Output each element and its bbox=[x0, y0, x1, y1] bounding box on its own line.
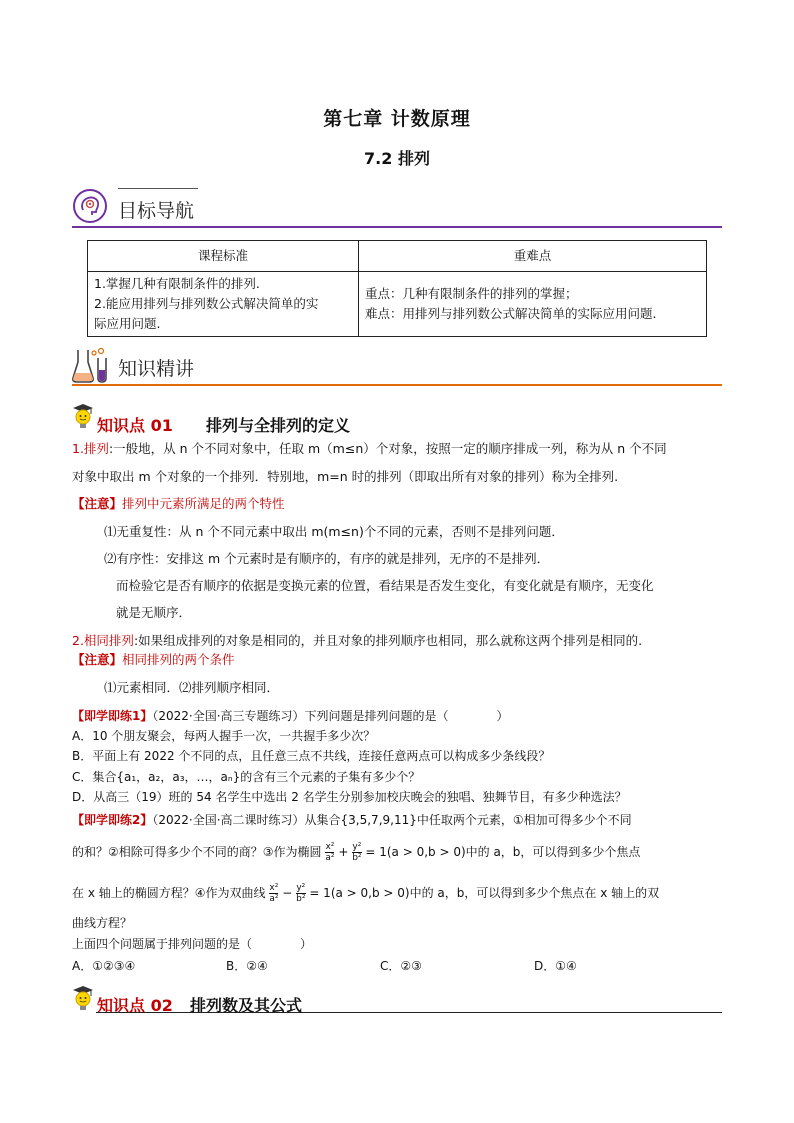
table-line: 重点：几种有限制条件的排列的掌握； bbox=[365, 286, 578, 301]
practice2-option-d: D．①④ bbox=[534, 959, 577, 973]
def2-label: 2.相同排列 bbox=[72, 633, 134, 648]
section-header-knowledge bbox=[72, 346, 722, 386]
practice1-question bbox=[72, 706, 509, 726]
practice2-text3b: = 1(a > 0,b > 0)中的 a，b，可以得到多少个焦点在 x 轴上的双 bbox=[305, 886, 660, 900]
table-header-key-points: 重难点 bbox=[359, 241, 707, 272]
note1-item3-line1: 而检验它是否有顺序的依据是变换元素的位置，看结果是否发生变化，有变化就是有顺序，无变化 bbox=[116, 578, 654, 593]
note1-tag: 【注意】 bbox=[72, 496, 123, 511]
section-label-knowledge: 知识精讲 bbox=[118, 358, 195, 380]
hyperbola-formula: $\frac{\text{x²}}{\text{a²}}$ bbox=[269, 883, 279, 904]
kp1-note2 bbox=[72, 650, 235, 670]
table-line: 际应用问题. bbox=[94, 316, 161, 331]
note1-item3-line2: 就是无顺序． bbox=[116, 605, 192, 620]
table-cell-key-points bbox=[359, 272, 707, 337]
practice1-tag: 【即学即练1】 bbox=[72, 709, 153, 723]
section-title: 7.2 排列 bbox=[364, 149, 430, 168]
practice2-text1: （2022·全国·高二课时练习）从集合{3,5,7,9,11}中任取两个元素，①相加可得多少个不同 bbox=[152, 813, 632, 827]
note2-item: ⑴元素相同．⑵排列顺序相同． bbox=[104, 680, 280, 695]
practice2-option-a: A．①②③④ bbox=[72, 959, 136, 973]
practice2-option-c: C．②③ bbox=[380, 959, 422, 973]
practice2-line5: 上面四个问题属于排列问题的是（ ） bbox=[72, 937, 313, 951]
table-line: 1.掌握几种有限制条件的排列. bbox=[94, 276, 260, 291]
table-cell-standard bbox=[88, 272, 359, 337]
def1-label: 1.排列 bbox=[72, 441, 109, 456]
objectives-table bbox=[87, 240, 707, 337]
practice1-option-c: C．集合{a₁，a₂，a₃，…，aₙ}的含有三个元素的子集有多少个？ bbox=[72, 770, 421, 784]
ellipse-formula: $\frac{\text{x²}}{\text{a²}}$ bbox=[325, 842, 335, 863]
practice1-option-d: D．从高三（19）班的 54 名学生中选出 2 名学生分别参加校庆晚会的独唱、独舞节目，有多少种选法？ bbox=[72, 790, 627, 804]
practice2-line2: 的和？②相除可得多少个不同的商？③作为椭圆 $\frac{\text{x²}}{\text{a²}}$ + $\frac{\text{y²}}{\text{b²}}$ = 1(a > 0,b > 0)中的 a，b，可以得到多少个焦点 bbox=[72, 842, 641, 863]
hyperbola-formula-y: $\frac{\text{y²}}{\text{b²}}$ bbox=[296, 883, 306, 904]
brain-gear-icon bbox=[72, 188, 108, 224]
kp1-number: 知识点 01 bbox=[97, 416, 173, 435]
section-divider-orange bbox=[72, 384, 722, 386]
section-label-goals: 目标导航 bbox=[118, 200, 195, 222]
practice1-source: （2022·全国·高三专题练习） bbox=[152, 709, 305, 723]
chapter-title: 第七章 计数原理 bbox=[323, 108, 471, 130]
kp1-def1-line2: 对象中取出 m 个对象的一个排列．特别地，m=n 时的排列（即取出所有对象的排列）称为全排列. bbox=[72, 469, 619, 484]
lab-flask-icon bbox=[72, 346, 112, 384]
kp1-title: 排列与全排列的定义 bbox=[206, 416, 351, 435]
practice2-line3: 在 x 轴上的椭圆方程？④作为双曲线 $\frac{\text{x²}}{\text{a²}}$ − $\frac{\text{y²}}{\text{b²}}$ = 1(a > 0,b > 0)中的 a，b，可以得到多少个焦点在 x 轴上的双 bbox=[72, 883, 660, 904]
kp2-number: 知识点 02 bbox=[97, 996, 173, 1015]
kp2-title: 排列数及其公式 bbox=[190, 996, 303, 1015]
table-line: 2.能应用排列与排列数公式解决简单的实 bbox=[94, 296, 319, 311]
def1-text: :一般地，从 n 个不同对象中，任取 m（m≤n）个对象，按照一定的顺序排成一列，称为从 n 个不同 bbox=[108, 441, 667, 456]
ellipse-formula-y: $\frac{\text{y²}}{\text{b²}}$ bbox=[352, 842, 362, 863]
practice2-text2b: = 1(a > 0,b > 0)中的 a，b，可以得到多少个焦点 bbox=[361, 845, 641, 859]
practice1-option-b: B．平面上有 2022 个不同的点，且任意三点不共线，连接任意两点可以构成多少条线段？ bbox=[72, 749, 551, 763]
graduate-bulb-icon bbox=[70, 984, 96, 1012]
kp1-def1-line1 bbox=[72, 439, 667, 459]
section-header-goals bbox=[72, 188, 722, 228]
note1-item2: ⑵有序性：安排这 m 个元素时是有顺序的，有序的就是排列，无序的不是排列． bbox=[104, 551, 550, 566]
note1-text: 排列中元素所满足的两个特性 bbox=[122, 496, 285, 511]
practice1-stem: 下列问题是排列问题的是（ ） bbox=[304, 709, 509, 723]
def2-text: :如果组成排列的对象是相同的，并且对象的排列顺序也相同，那么就称这两个排列是相同的. bbox=[133, 633, 643, 648]
practice2-line4: 曲线方程？ bbox=[72, 916, 133, 930]
graduate-bulb-icon bbox=[70, 402, 96, 430]
kp1-heading bbox=[97, 413, 350, 436]
practice2-option-b: B．②④ bbox=[226, 959, 268, 973]
note1-item1: ⑴无重复性：从 n 个不同元素中取出 m(m≤n)个不同的元素，否则不是排列问题． bbox=[104, 524, 564, 539]
kp1-def2 bbox=[72, 631, 642, 651]
section-divider-purple bbox=[72, 226, 722, 228]
practice2-text2a: 的和？②相除可得多少个不同的商？③作为椭圆 bbox=[72, 845, 322, 859]
kp1-note1 bbox=[72, 494, 285, 514]
practice2-line1 bbox=[72, 810, 632, 830]
table-header-standard: 课程标准 bbox=[88, 241, 359, 272]
kp2-underline bbox=[96, 1012, 722, 1013]
practice2-tag: 【即学即练2】 bbox=[72, 813, 153, 827]
table-line: 难点：用排列与排列数公式解决简单的实际应用问题. bbox=[365, 306, 657, 321]
practice1-option-a: A．10 个朋友聚会，每两人握手一次，一共握手多少次？ bbox=[72, 729, 376, 743]
note2-text: 相同排列的两个条件 bbox=[122, 652, 235, 667]
note2-tag: 【注意】 bbox=[72, 652, 123, 667]
practice2-text3a: 在 x 轴上的椭圆方程？④作为双曲线 bbox=[72, 886, 266, 900]
